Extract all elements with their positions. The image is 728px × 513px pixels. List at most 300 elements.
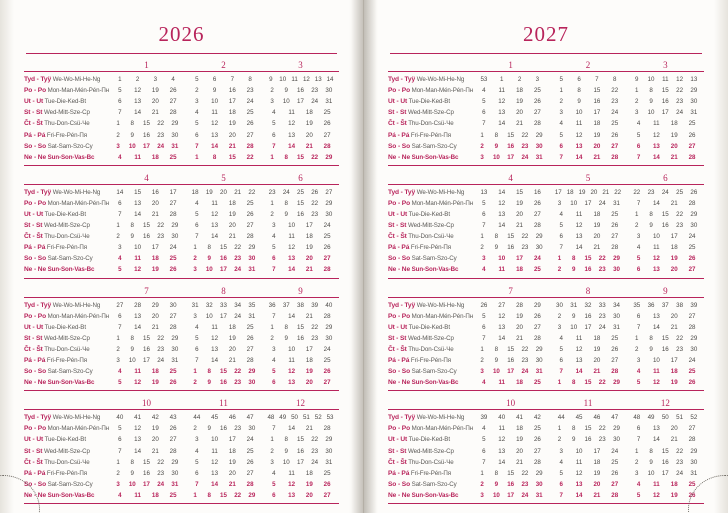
day-number: 9 xyxy=(571,436,576,444)
weekday-label: Po - Po Mon-Man-Mén-Pén-Пн xyxy=(388,87,474,95)
month-cell xyxy=(627,333,704,344)
day-number: 13 xyxy=(575,233,583,241)
week-number: 8 xyxy=(612,76,617,84)
day-number: 29 xyxy=(325,153,333,161)
day-number: 9 xyxy=(284,87,288,95)
week-number: 16 xyxy=(151,188,159,196)
month-cell xyxy=(627,264,704,275)
table-row xyxy=(388,107,704,118)
table-row xyxy=(388,423,704,434)
month-cell xyxy=(262,231,339,242)
day-number: 17 xyxy=(143,357,150,365)
week-number: 40 xyxy=(116,414,124,422)
month-cell xyxy=(108,96,185,107)
weekday-label: Pá - Pá Fri-Fre-Pén-Пя xyxy=(24,131,88,139)
day-number: 4 xyxy=(195,323,199,331)
day-number: 16 xyxy=(661,458,669,466)
day-number: 29 xyxy=(171,222,179,230)
day-number: 10 xyxy=(128,480,136,488)
week-number: 11 xyxy=(291,76,298,84)
day-number: 22 xyxy=(311,199,319,207)
month-number: 3 xyxy=(298,60,303,70)
month-cell xyxy=(549,242,626,253)
week-number: 37 xyxy=(282,301,290,309)
day-number: 3 xyxy=(480,153,484,161)
month-cell xyxy=(549,412,626,423)
day-number: 24 xyxy=(234,312,242,320)
day-number: 16 xyxy=(143,469,150,477)
day-number: 28 xyxy=(169,109,177,117)
month-cell xyxy=(185,242,262,253)
day-number: 24 xyxy=(688,233,696,241)
day-number: 21 xyxy=(228,357,236,365)
day-number: 21 xyxy=(516,458,523,466)
weekday-label: Po - Po Mon-Man-Mén-Pén-Пн xyxy=(388,312,474,320)
day-number: 20 xyxy=(670,142,678,150)
month-cell xyxy=(472,479,549,490)
weekday-label: Čt - Št Thu-Don-Csü-Че xyxy=(24,345,90,353)
day-number: 21 xyxy=(516,334,523,342)
day-number: 1 xyxy=(270,199,274,207)
day-number: 5 xyxy=(636,491,641,499)
day-number: 6 xyxy=(195,222,199,230)
week-number: 48 xyxy=(267,414,275,422)
day-number: 5 xyxy=(195,334,199,342)
day-number: 22 xyxy=(676,210,684,218)
month-cell xyxy=(262,300,339,311)
day-number: 10 xyxy=(128,357,136,365)
day-number: 13 xyxy=(498,210,506,218)
month-number: 10 xyxy=(506,398,516,409)
day-number: 27 xyxy=(688,142,696,150)
day-number: 18 xyxy=(670,480,678,488)
weekday-label: Ne - Ne Sun-Son-Vas-Вс xyxy=(388,491,459,499)
day-number: 1 xyxy=(635,447,639,455)
day-number: 21 xyxy=(593,244,601,252)
day-number: 26 xyxy=(533,98,541,106)
table-row xyxy=(388,74,704,85)
weekday-label: So - So Sat-Sam-Szo-Cy xyxy=(388,480,457,488)
day-number: 20 xyxy=(305,379,313,387)
day-number: 19 xyxy=(516,98,523,106)
day-number: 4 xyxy=(559,120,563,128)
month-cell xyxy=(108,490,185,501)
month-cell xyxy=(108,141,185,152)
day-number: 25 xyxy=(323,469,331,477)
day-number: 2 xyxy=(116,131,120,139)
week-number: 31 xyxy=(191,301,199,309)
week-number: 6 xyxy=(212,76,217,84)
month-cell xyxy=(472,209,549,220)
month-cell xyxy=(262,220,339,231)
day-number: 21 xyxy=(593,491,601,499)
quarter-table xyxy=(388,184,704,279)
day-number: 14 xyxy=(575,368,583,376)
week-number: 25 xyxy=(676,188,684,196)
day-number: 30 xyxy=(535,357,543,365)
day-number: 26 xyxy=(611,469,619,477)
month-cell xyxy=(627,423,704,434)
day-number: 6 xyxy=(482,323,486,331)
week-number: 48 xyxy=(633,414,641,422)
day-number: 11 xyxy=(653,244,660,252)
day-number: 14 xyxy=(288,142,296,150)
day-number: 3 xyxy=(482,255,486,263)
day-number: 5 xyxy=(482,436,486,444)
header-spacer xyxy=(24,60,108,71)
day-number: 25 xyxy=(688,120,696,128)
day-number: 3 xyxy=(195,436,199,444)
day-number: 25 xyxy=(323,233,331,241)
week-number: 45 xyxy=(211,414,219,422)
day-number: 28 xyxy=(169,323,177,331)
day-number: 30 xyxy=(325,334,333,342)
day-number: 14 xyxy=(288,312,296,320)
day-number: 31 xyxy=(613,199,620,207)
day-number: 3 xyxy=(270,98,274,106)
week-number: 9 xyxy=(635,76,639,84)
month-cell xyxy=(108,366,185,377)
day-number: 10 xyxy=(211,98,219,106)
day-number: 18 xyxy=(670,120,678,128)
day-number: 6 xyxy=(195,469,199,477)
week-number: 17 xyxy=(554,188,562,196)
day-number: 10 xyxy=(288,222,296,230)
day-number: 29 xyxy=(325,436,333,444)
day-number: 17 xyxy=(670,233,678,241)
day-number: 27 xyxy=(246,131,254,139)
month-cell xyxy=(627,130,704,141)
weekday-label: St - St Wed-Mitt-Sze-Cp xyxy=(24,109,90,117)
day-number: 6 xyxy=(118,199,122,207)
week-number-label: Tyd - Tyÿ We-Wo-Mi-He-Ng xyxy=(24,301,101,309)
day-number: 27 xyxy=(169,436,177,444)
day-number: 31 xyxy=(690,109,698,117)
week-number: 2 xyxy=(517,76,522,84)
table-row xyxy=(388,118,704,129)
day-number: 10 xyxy=(575,447,583,455)
day-number: 20 xyxy=(228,345,236,353)
day-number: 11 xyxy=(211,323,218,331)
month-cell xyxy=(185,479,262,490)
day-number: 2 xyxy=(557,436,562,444)
day-number: 14 xyxy=(575,491,583,499)
week-number: 33 xyxy=(598,301,606,309)
table-row xyxy=(388,242,704,253)
day-number: 24 xyxy=(157,142,165,150)
day-number: 23 xyxy=(311,87,319,95)
day-number: 24 xyxy=(676,109,684,117)
month-cell xyxy=(549,423,626,434)
table-row xyxy=(24,423,339,434)
day-number: 19 xyxy=(593,469,601,477)
month-cell xyxy=(627,490,704,501)
month-header-row xyxy=(24,60,339,71)
day-number: 20 xyxy=(670,266,678,274)
week-number: 39 xyxy=(690,301,698,309)
day-number: 13 xyxy=(652,142,660,150)
quarter-block xyxy=(388,398,704,504)
month-cell xyxy=(549,490,626,501)
day-number: 23 xyxy=(676,345,684,353)
day-number: 18 xyxy=(151,153,159,161)
day-number: 1 xyxy=(557,425,562,433)
month-number: 11 xyxy=(583,398,593,409)
day-number: 4 xyxy=(272,469,276,477)
table-row xyxy=(388,311,704,322)
month-cell xyxy=(108,446,185,457)
day-number: 24 xyxy=(323,345,331,353)
week-number: 1 xyxy=(118,76,122,84)
week-number: 3 xyxy=(535,76,540,84)
day-number: 18 xyxy=(516,379,523,387)
month-number: 11 xyxy=(219,398,228,409)
day-number: 28 xyxy=(323,425,331,433)
day-number: 14 xyxy=(498,120,506,128)
day-number: 22 xyxy=(311,323,319,331)
day-number: 19 xyxy=(305,244,313,252)
week-number: 1 xyxy=(500,76,504,84)
table-row xyxy=(24,107,339,118)
month-number: 10 xyxy=(142,398,151,409)
month-number: 4 xyxy=(508,172,513,183)
month-cell xyxy=(108,423,185,434)
day-number: 10 xyxy=(570,323,578,331)
day-number: 13 xyxy=(498,323,506,331)
weekday-label: Čt - Št Thu-Don-Csü-Че xyxy=(388,458,454,466)
month-cell xyxy=(262,344,339,355)
day-number: 25 xyxy=(688,368,696,376)
month-cell xyxy=(627,85,704,96)
table-row xyxy=(388,333,704,344)
month-cell xyxy=(185,457,262,468)
day-number: 26 xyxy=(533,312,541,320)
week-number: 52 xyxy=(314,414,322,422)
day-number: 17 xyxy=(143,142,150,150)
day-number: 7 xyxy=(118,109,122,117)
day-number: 22 xyxy=(246,153,254,161)
day-number: 8 xyxy=(649,334,653,342)
month-cell xyxy=(262,490,339,501)
week-number-label: Tyd - Tyÿ We-Wo-Mi-He-Ng xyxy=(24,188,101,196)
day-number: 13 xyxy=(134,436,142,444)
day-number: 15 xyxy=(228,153,236,161)
day-number: 26 xyxy=(688,491,696,499)
day-number: 17 xyxy=(305,345,313,353)
header-spacer xyxy=(24,286,108,297)
day-number: 31 xyxy=(535,491,543,499)
day-number: 5 xyxy=(272,120,276,128)
day-number: 4 xyxy=(482,379,486,387)
day-number: 3 xyxy=(116,357,120,365)
day-number: 10 xyxy=(211,436,219,444)
header-spacer xyxy=(388,286,472,297)
day-number: 21 xyxy=(151,210,159,218)
week-number: 12 xyxy=(676,76,684,84)
day-number: 8 xyxy=(571,379,576,387)
day-number: 8 xyxy=(577,87,581,95)
day-number: 7 xyxy=(559,368,563,376)
day-number: 5 xyxy=(118,379,122,387)
day-number: 15 xyxy=(661,447,669,455)
month-number: 1 xyxy=(508,60,513,70)
day-number: 23 xyxy=(611,98,619,106)
day-number: 31 xyxy=(171,142,179,150)
day-number: 9 xyxy=(207,425,211,433)
month-cell xyxy=(185,322,262,333)
day-number: 20 xyxy=(516,109,523,117)
month-cell xyxy=(262,366,339,377)
day-number: 13 xyxy=(134,199,142,207)
day-number: 11 xyxy=(575,210,583,218)
week-number: 39 xyxy=(480,414,488,422)
day-number: 19 xyxy=(670,255,678,263)
page-title-left: 2026 xyxy=(158,22,205,46)
quarter-table xyxy=(388,409,704,504)
day-number: 13 xyxy=(288,131,296,139)
day-number: 24 xyxy=(611,109,619,117)
day-number: 24 xyxy=(521,491,529,499)
weekday-label: So - So Sat-Sam-Szo-Cy xyxy=(24,480,93,488)
day-number: 1 xyxy=(195,153,199,161)
day-number: 29 xyxy=(535,345,543,353)
month-cell xyxy=(108,85,185,96)
month-cell xyxy=(549,377,626,388)
day-number: 5 xyxy=(559,469,563,477)
weekday-label: Po - Po Mon-Man-Mén-Pén-Пн xyxy=(24,87,110,95)
table-row xyxy=(388,479,704,490)
week-number: 28 xyxy=(134,301,142,309)
day-number: 3 xyxy=(116,142,120,150)
week-number: 49 xyxy=(279,414,287,422)
day-number: 4 xyxy=(559,458,563,466)
day-number: 31 xyxy=(325,458,333,466)
month-cell xyxy=(108,220,185,231)
day-number: 27 xyxy=(533,323,541,331)
day-number: 21 xyxy=(670,323,678,331)
day-number: 16 xyxy=(507,480,515,488)
table-row xyxy=(388,152,704,163)
day-number: 23 xyxy=(598,312,606,320)
week-number: 45 xyxy=(575,414,583,422)
quarter-block xyxy=(24,286,339,392)
week-number: 29 xyxy=(151,301,159,309)
day-number: 23 xyxy=(521,480,529,488)
day-number: 14 xyxy=(288,266,296,274)
month-cell xyxy=(108,412,185,423)
day-number: 22 xyxy=(521,469,529,477)
day-number: 3 xyxy=(118,244,122,252)
day-number: 12 xyxy=(498,436,506,444)
day-number: 15 xyxy=(507,469,515,477)
month-cell xyxy=(262,152,339,163)
day-number: 8 xyxy=(494,345,499,353)
weekday-label: St - St Wed-Mitt-Sze-Cp xyxy=(388,109,454,117)
day-number: 26 xyxy=(169,266,177,274)
day-number: 22 xyxy=(311,153,319,161)
quarter-table xyxy=(388,297,704,392)
day-number: 3 xyxy=(193,266,197,274)
quarter-block xyxy=(24,398,339,504)
day-number: 4 xyxy=(118,153,122,161)
day-number: 25 xyxy=(611,210,619,218)
day-number: 2 xyxy=(195,87,199,95)
day-number: 15 xyxy=(507,233,515,241)
day-number: 14 xyxy=(575,153,583,161)
day-number: 9 xyxy=(494,244,499,252)
week-number: 32 xyxy=(584,301,592,309)
month-cell xyxy=(472,344,549,355)
day-number: 22 xyxy=(676,447,684,455)
table-row xyxy=(24,129,339,140)
day-number: 11 xyxy=(211,199,218,207)
day-number: 19 xyxy=(305,120,313,128)
month-cell xyxy=(185,253,262,264)
month-cell xyxy=(549,457,626,468)
day-number: 4 xyxy=(272,233,276,241)
day-number: 7 xyxy=(482,458,486,466)
day-number: 5 xyxy=(482,199,486,207)
month-cell xyxy=(262,457,339,468)
month-number: 9 xyxy=(298,285,303,296)
weekday-label: Ut - Ut Tue-Die-Ked-Bt xyxy=(24,436,86,444)
day-number: 22 xyxy=(611,87,619,95)
week-number: 53 xyxy=(326,414,334,422)
day-number: 26 xyxy=(246,210,254,218)
week-number: 38 xyxy=(297,301,304,309)
table-row xyxy=(24,446,339,457)
day-number: 20 xyxy=(593,357,601,365)
day-number: 10 xyxy=(570,199,578,207)
month-cell xyxy=(262,74,339,85)
day-number: 26 xyxy=(246,120,254,128)
month-number: 2 xyxy=(585,60,591,70)
day-number: 11 xyxy=(575,334,583,342)
week-number: 18 xyxy=(566,188,574,196)
week-number: 26 xyxy=(480,301,488,309)
day-number: 8 xyxy=(494,469,499,477)
day-number: 13 xyxy=(652,266,660,274)
month-number: 12 xyxy=(660,398,670,409)
day-number: 12 xyxy=(652,379,660,387)
day-number: 29 xyxy=(248,491,256,499)
month-number: 2 xyxy=(221,60,226,70)
day-number: 15 xyxy=(584,425,592,433)
quarter-block xyxy=(24,173,339,279)
month-cell xyxy=(262,118,339,129)
day-number: 8 xyxy=(284,436,288,444)
day-number: 2 xyxy=(559,98,563,106)
day-number: 24 xyxy=(157,480,165,488)
day-number: 5 xyxy=(195,458,199,466)
day-number: 9 xyxy=(212,87,217,95)
month-cell xyxy=(185,412,262,423)
day-number: 14 xyxy=(211,233,219,241)
month-cell xyxy=(185,344,262,355)
week-number: 30 xyxy=(556,301,563,309)
day-number: 15 xyxy=(584,379,592,387)
day-number: 23 xyxy=(521,357,529,365)
day-number: 22 xyxy=(521,233,529,241)
table-row xyxy=(388,468,704,479)
header-spacer xyxy=(388,60,472,71)
day-number: 16 xyxy=(143,233,150,241)
day-number: 9 xyxy=(284,210,288,218)
day-number: 26 xyxy=(323,244,331,252)
month-cell xyxy=(108,311,185,322)
day-number: 28 xyxy=(688,199,696,207)
weekday-label: Ut - Ut Tue-Die-Ked-Bt xyxy=(24,210,86,218)
